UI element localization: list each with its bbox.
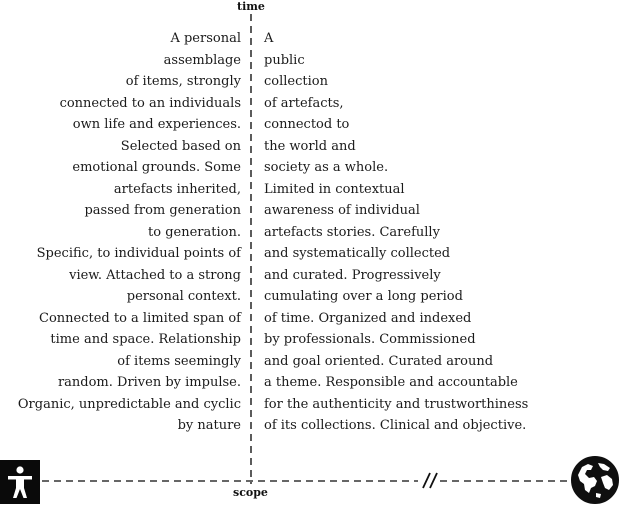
public-text-line: public — [264, 52, 305, 68]
public-text-line: for the authenticity and trustworthiness — [264, 396, 529, 412]
time-axis-label: time — [237, 0, 265, 13]
personal-text-line: artefacts inherited, — [113, 181, 241, 197]
personal-text-line: by nature — [177, 418, 241, 433]
public-text-line: the world and — [264, 138, 356, 154]
axis-break-icon — [423, 473, 437, 488]
personal-text-line: assemblage — [163, 52, 241, 68]
public-text-line: A — [264, 31, 274, 46]
public-text-line: connectod to — [264, 117, 350, 132]
personal-text-line: time and space. Relationship — [50, 332, 241, 347]
personal-text-line: personal context. — [126, 289, 241, 304]
personal-text-line: random. Driven by impulse. — [57, 375, 241, 390]
personal-text-line: Selected based on — [120, 138, 241, 154]
personal-text-line: to generation. — [148, 224, 241, 240]
globe-icon — [570, 455, 620, 504]
personal-text-line: view. Attached to a strong — [69, 267, 241, 283]
public-text-line: a theme. Responsible and accountable — [264, 375, 518, 390]
personal-text-line: of items, strongly — [125, 74, 241, 89]
public-text-line: awareness of individual — [264, 203, 420, 218]
personal-text-line: of items seemingly — [117, 353, 241, 369]
person-icon — [0, 460, 40, 504]
public-text-line: by professionals. Commissioned — [264, 332, 476, 347]
public-text-line: and goal oriented. Curated around — [264, 353, 494, 369]
public-text-line: of artefacts, — [264, 95, 344, 111]
personal-text-line: Specific, to individual points of — [36, 246, 241, 261]
public-text-line: cumulating over a long period — [264, 289, 463, 304]
public-text-line: Limited in contextual — [264, 181, 405, 197]
scope-axis-label: scope — [233, 486, 268, 499]
personal-collection-description — [18, 28, 241, 437]
personal-text-line: passed from generation — [84, 203, 241, 218]
public-text-line: society as a whole. — [264, 160, 389, 175]
public-text-line: artefacts stories. Carefully — [264, 224, 440, 240]
personal-text-line: Organic, unpredictable and cyclic — [17, 396, 241, 412]
public-text-line: of its collections. Clinical and objective. — [264, 418, 527, 433]
personal-text-line: connected to an individuals — [59, 95, 241, 111]
public-text-line: and systematically collected — [264, 246, 451, 261]
public-collection-description — [264, 28, 528, 437]
public-text-line: of time. Organized and indexed — [264, 310, 472, 326]
public-text-line: and curated. Progressively — [264, 267, 441, 283]
personal-text-line: own life and experiences. — [72, 117, 241, 132]
personal-text-line: emotional grounds. Some — [72, 160, 241, 175]
personal-text-line: Connected to a limited span of — [39, 310, 241, 326]
personal-text-line: A personal — [170, 31, 241, 46]
public-text-line: collection — [264, 74, 328, 89]
